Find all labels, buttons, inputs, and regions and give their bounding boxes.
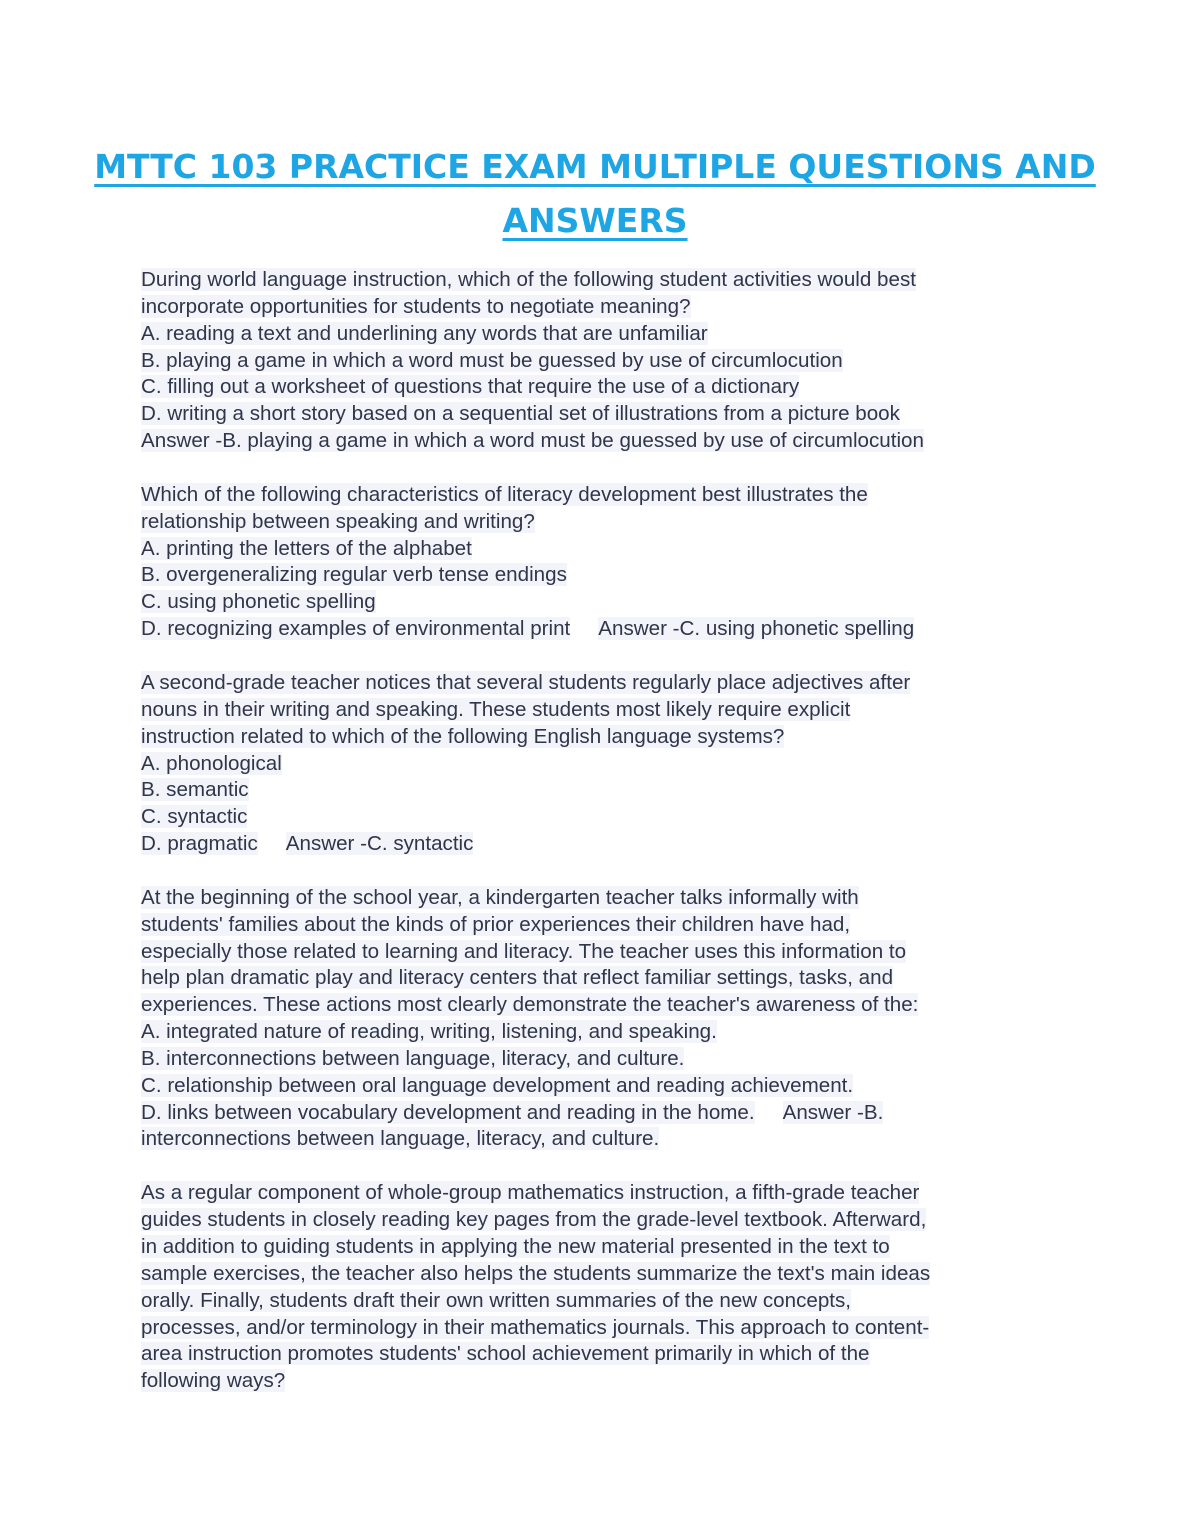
option-c: C. relationship between oral language development and reading achievement. bbox=[141, 1073, 854, 1097]
question-text-line: instruction related to which of the following English language systems? bbox=[141, 724, 785, 748]
option-b: B. semantic bbox=[141, 778, 249, 802]
option-d: D. writing a short story based on a sequential set of illustrations from a picture book bbox=[141, 402, 900, 426]
option-d: D. recognizing examples of environmental print bbox=[141, 617, 571, 641]
answer-text: Answer -C. syntactic bbox=[285, 832, 474, 856]
answer-text: Answer -B. bbox=[782, 1100, 884, 1124]
option-d: D. pragmatic bbox=[141, 832, 258, 856]
question-text-line: Which of the following characteristics of literacy development best illustrates the bbox=[141, 482, 868, 506]
answer-text: Answer -C. using phonetic spelling bbox=[598, 617, 915, 641]
answer-line: Answer -B. playing a game in which a word must be guessed by use of circumlocution bbox=[141, 429, 924, 453]
option-a: A. printing the letters of the alphabet bbox=[141, 536, 472, 560]
question-text-line: experiences. These actions most clearly demonstrate the teacher's awareness of the: bbox=[141, 993, 919, 1017]
question-block-1 bbox=[141, 267, 1041, 455]
question-text-line: students' families about the kinds of prior experiences their children have had, bbox=[141, 912, 851, 936]
question-text-line: orally. Finally, students draft their own written summaries of the new concepts, bbox=[141, 1288, 852, 1312]
question-text-line: sample exercises, the teacher also helps the students summarize the text's main ideas bbox=[141, 1261, 931, 1285]
option-b: B. interconnections between language, literacy, and culture. bbox=[141, 1046, 685, 1070]
option-c: C. using phonetic spelling bbox=[141, 590, 376, 614]
option-d-with-answer bbox=[141, 1100, 1041, 1127]
question-text-line: As a regular component of whole-group mathematics instruction, a fifth-grade teacher bbox=[141, 1181, 920, 1205]
option-d-with-answer bbox=[141, 831, 1041, 858]
answer-continued: interconnections between language, literacy, and culture. bbox=[141, 1127, 660, 1151]
question-block-3 bbox=[141, 670, 1041, 858]
option-a: A. reading a text and underlining any words that are unfamiliar bbox=[141, 321, 708, 345]
question-text-line: following ways? bbox=[141, 1369, 286, 1393]
question-text-line: processes, and/or terminology in their mathematics journals. This approach to content- bbox=[141, 1315, 930, 1339]
option-d-with-answer bbox=[141, 616, 1041, 643]
option-d: D. links between vocabulary development and reading in the home. bbox=[141, 1100, 755, 1124]
question-text-line: At the beginning of the school year, a kindergarten teacher talks informally with bbox=[141, 885, 859, 909]
option-b: B. overgeneralizing regular verb tense endings bbox=[141, 563, 567, 587]
question-text-line: A second-grade teacher notices that several students regularly place adjectives after bbox=[141, 670, 911, 694]
question-text-line: help plan dramatic play and literacy centers that reflect familiar settings, tasks, and bbox=[141, 966, 894, 990]
option-c: C. filling out a worksheet of questions that require the use of a dictionary bbox=[141, 375, 800, 399]
question-block-2 bbox=[141, 482, 1041, 643]
option-a: A. integrated nature of reading, writing, listening, and speaking. bbox=[141, 1020, 717, 1044]
option-b: B. playing a game in which a word must be guessed by use of circumlocution bbox=[141, 348, 843, 372]
question-list bbox=[141, 267, 1041, 1422]
document-title: MTTC 103 PRACTICE EXAM MULTIPLE QUESTIONS AND ANSWERS bbox=[94, 147, 1096, 240]
question-text-line: in addition to guiding students in applying the new material presented in the text to bbox=[141, 1235, 890, 1258]
question-text-line: nouns in their writing and speaking. These students most likely require explicit bbox=[141, 697, 851, 721]
question-text-line: especially those related to learning and literacy. The teacher uses this information to bbox=[141, 939, 907, 963]
question-text-line: relationship between speaking and writing? bbox=[141, 509, 535, 533]
question-block-4 bbox=[141, 885, 1041, 1153]
question-text-line: guides students in closely reading key pages from the grade-level textbook. Afterward, bbox=[141, 1208, 927, 1232]
option-a: A. phonological bbox=[141, 751, 282, 775]
question-block-5 bbox=[141, 1180, 1041, 1395]
option-c: C. syntactic bbox=[141, 805, 248, 829]
question-text-line: area instruction promotes students' school achievement primarily in which of the bbox=[141, 1342, 870, 1366]
question-text-line: incorporate opportunities for students to negotiate meaning? bbox=[141, 294, 691, 318]
question-text-line: During world language instruction, which of the following student activities would best bbox=[141, 268, 916, 291]
